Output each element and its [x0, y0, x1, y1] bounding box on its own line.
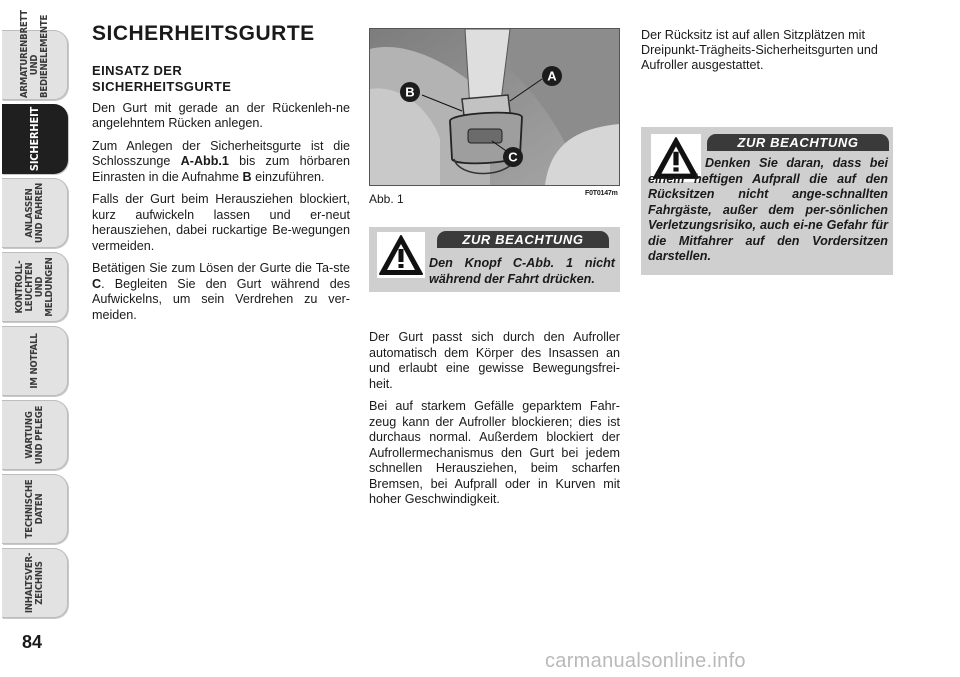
tab-anlassen[interactable] [2, 178, 68, 248]
watermark: carmanualsonline.info [545, 650, 746, 672]
warning-header: ZUR BEACHTUNG [707, 134, 889, 151]
figure-ref: C [92, 276, 102, 291]
paragraph: Betätigen Sie zum Lösen der Gurte die Ta-ste C. Begleiten Sie den Gurt während des Aufwickelns, um sein Verdrehen zu ver-meiden. [92, 261, 350, 322]
chapter-tabs [0, 0, 72, 640]
callout-b: B [405, 84, 415, 100]
paragraph: Zum Anlegen der Sicherheitsgurte ist die Schlosszunge A-Abb.1 bis zum hörbaren Einrasten in die Aufnahme B einzuführen. [92, 138, 350, 184]
page-number: 84 [22, 632, 43, 652]
figure-caption: Abb. 1 [369, 192, 404, 206]
tab-label: INHALTSVER- ZEICHNIS [23, 552, 45, 614]
warning-triangle-icon [377, 232, 425, 278]
tab-label: IM NOTFALL [28, 333, 40, 389]
tab-label: WARTUNG UND PFLEGE [23, 405, 45, 465]
tab-kontrollleuchten[interactable] [2, 252, 68, 322]
tab-label: SICHERHEIT [27, 106, 41, 172]
figure-ref: B [242, 169, 252, 184]
tab-label: ANLASSEN UND FAHREN [23, 182, 45, 244]
warning-box [641, 127, 893, 275]
section-heading: EINSATZ DER SICHERHEITSGURTE [92, 62, 232, 94]
tab-inhaltsverzeichnis[interactable] [2, 548, 68, 618]
callout-c: C [508, 149, 518, 165]
paragraph: Der Gurt passt sich durch den Aufroller automatisch dem Körper des Insassen an und erlaubt eine gewisse Bewegungsfrei-heit. [369, 330, 620, 391]
paragraph: Den Gurt mit gerade an der Rückenleh-ne angelehntem Rücken anlegen. [92, 100, 350, 130]
warning-header: ZUR BEACHTUNG [437, 231, 609, 248]
tab-label: ARMATURENBRETT UND BEDIENELEMENTE [18, 10, 50, 98]
tab-label: TECHNISCHE DATEN [23, 479, 45, 539]
seatbelt-figure [369, 28, 620, 186]
left-column [92, 22, 350, 330]
tab-im-notfall[interactable] [2, 326, 68, 396]
paragraph: Der Rücksitz ist auf allen Sitzplätzen mit Dreipunkt-Trägheits-Sicherheitsgurten und Aufroller ausgestattet. [641, 28, 878, 72]
paragraph: Falls der Gurt beim Herausziehen blockiert, kurz aufwickeln lassen und er-neut herausziehen, dabei ruckartige Be-wegungen vermeiden. [92, 192, 350, 253]
callout-a: A [547, 68, 557, 84]
right-column [641, 28, 893, 80]
figure-ref: A-Abb.1 [180, 154, 229, 168]
paragraph: Bei auf starkem Gefälle geparktem Fahr-zeug kann der Aufroller blockieren; dies ist durchaus normal. Außerdem blockiert der Aufrollermechanismus den Gurt bei jedem schnellen Herausziehen, beim scharfen Bremsen, bei Aufprall oder in Kurven mit hoher Geschwindigkeit. [369, 399, 620, 506]
tab-armaturenbrett[interactable] [2, 10, 68, 100]
seatbelt-buckle-illustration [370, 29, 619, 185]
warning-text: Denken Sie daran, dass bei einem heftigen Aufprall die auf den Rücksitzen nicht ange-schnallten Fahrgäste, außer dem per-sönlichen Verletzungsrisiko, auch ei-ne Gefahr für die Mitfahrer auf den Vordersitzen darstellen. [648, 156, 888, 263]
figure-code: F0T0147m [585, 190, 618, 197]
tab-wartung[interactable] [2, 400, 68, 470]
tab-sicherheit[interactable] [2, 104, 68, 174]
page-title: SICHERHEITSGURTE [92, 22, 315, 45]
middle-column [369, 330, 620, 515]
tab-technische-daten[interactable] [2, 474, 68, 544]
warning-text: Den Knopf C-Abb. 1 nicht während der Fahrt drücken. [429, 256, 615, 286]
tab-label: KONTROLL- LEUCHTEN UND MELDUNGEN [13, 257, 55, 317]
warning-box [369, 227, 620, 292]
